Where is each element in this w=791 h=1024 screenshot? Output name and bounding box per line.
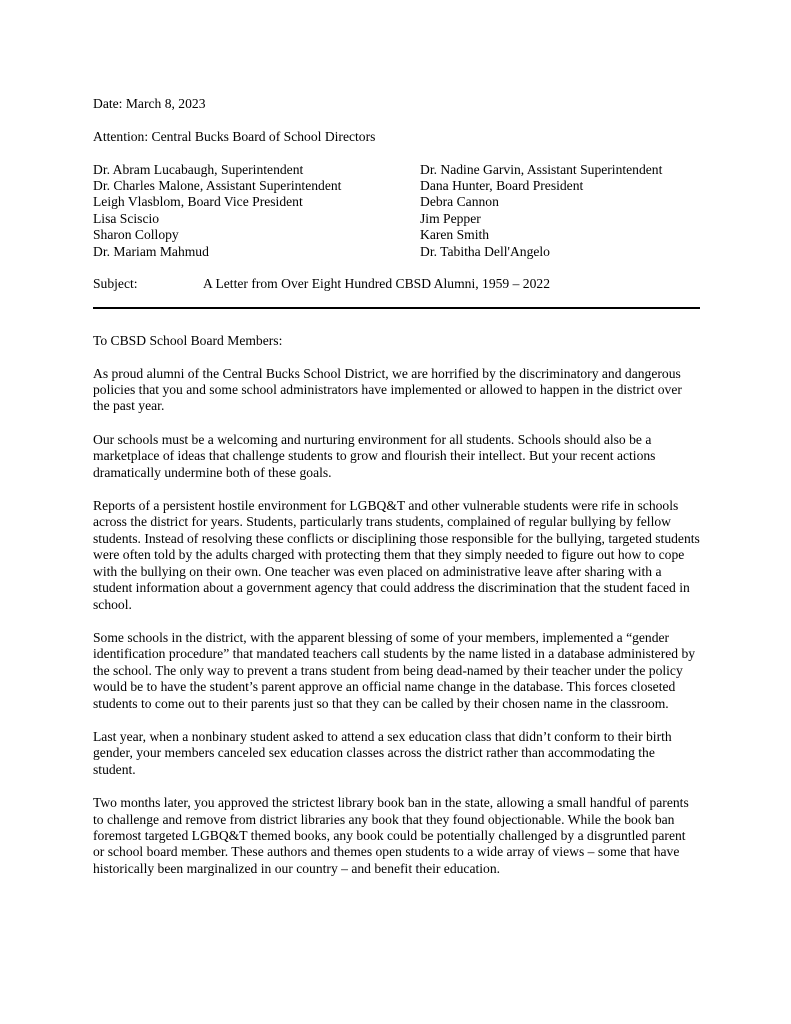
salutation: To CBSD School Board Members: bbox=[93, 332, 283, 348]
recipient-line: Lisa Sciscio bbox=[93, 210, 160, 226]
body-paragraph: Our schools must be a welcoming and nurturing environment for all students. Schools should also be a marketplace of ideas that challenge students to grow and flourish their intellect. But your recent actions dramatically undermine both of these goals. bbox=[93, 431, 656, 480]
attention-line: Attention: Central Bucks Board of School Directors bbox=[93, 128, 376, 144]
recipient-list-left bbox=[93, 162, 420, 260]
recipient-line: Sharon Collopy bbox=[93, 227, 179, 243]
body-paragraph: Two months later, you approved the strictest library book ban in the state, allowing a small handful of parents to challenge and remove from district libraries any book that they found objectionable. While the book ban foremost targeted LGBQ&T themed books, any book could be potentially challenged by a disgruntled parent or school board member. These authors and themes open students to a wide array of views – some that have historically been marginalized in our country – and benefit their education. bbox=[93, 795, 689, 876]
body-paragraph: Reports of a persistent hostile environment for LGBQ&T and other vulnerable students were rife in schools across the district for years. Students, particularly trans students, complained of regular bullying by fellow students. Instead of resolving these conflicts or disciplining those responsible for the bullying, targeted students were often told by the adults charged with protecting them that they simply needed to figure out how to cope with the bullying on their own. One teacher was even placed on administrative leave after sharing with a student information about a government agency that could address the discrimination that the student faced in school. bbox=[93, 498, 700, 612]
subject-row bbox=[93, 276, 700, 292]
divider-rule bbox=[93, 307, 700, 309]
body-paragraph: Last year, when a nonbinary student asked to attend a sex education class that didn’t conform to their birth gender, your members canceled sex education classes across the district rather than accommodating the student. bbox=[93, 728, 672, 777]
recipient-line: Karen Smith bbox=[420, 227, 490, 243]
body-paragraph: As proud alumni of the Central Bucks School District, we are horrified by the discriminatory and dangerous policies that you and some school administrators have implemented or allowed to happen in the district over the past year. bbox=[93, 365, 682, 414]
recipient-line: Dr. Charles Malone, Assistant Superintendent bbox=[93, 178, 342, 193]
date-line: Date: March 8, 2023 bbox=[93, 96, 206, 111]
recipient-line: Dr. Mariam Mahmud bbox=[93, 243, 209, 259]
recipient-line: Dr. Nadine Garvin, Assistant Superintendent bbox=[420, 161, 663, 177]
recipient-line: Dr. Abram Lucabaugh, Superintendent bbox=[93, 161, 304, 177]
body-paragraph: Some schools in the district, with the apparent blessing of some of your members, implemented a “gender identification procedure” that mandated teachers call students by the name listed in a database administered by the school. The only way to prevent a trans student from being dead-named by their teacher under the policy would be to have the student’s parent approve an official name change in the database. This forces closeted students to come out to their parents just so that they can be called by their chosen name in the classroom. bbox=[93, 629, 696, 711]
recipient-list-right bbox=[420, 162, 700, 260]
recipient-line: Jim Pepper bbox=[420, 210, 481, 226]
subject-text: A Letter from Over Eight Hundred CBSD Alumni, 1959 – 2022 bbox=[203, 276, 550, 292]
recipient-line: Debra Cannon bbox=[420, 194, 499, 210]
recipient-line: Leigh Vlasblom, Board Vice President bbox=[93, 194, 303, 210]
recipient-line: Dr. Tabitha Dell'Angelo bbox=[420, 243, 550, 259]
recipient-list bbox=[93, 162, 700, 260]
subject-label: Subject: bbox=[93, 276, 138, 292]
recipient-line: Dana Hunter, Board President bbox=[420, 178, 584, 193]
